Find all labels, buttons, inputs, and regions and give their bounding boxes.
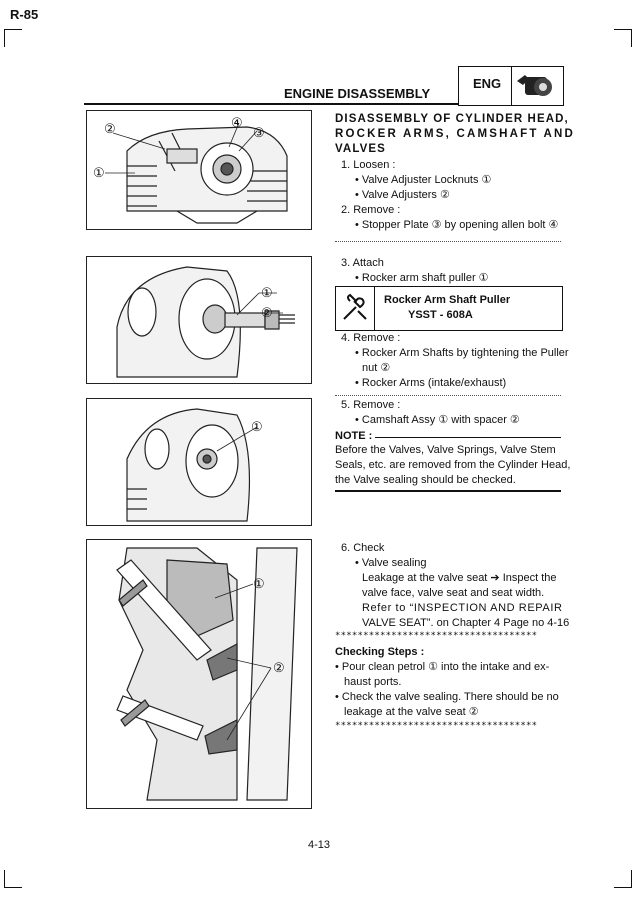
note-label: NOTE :	[335, 430, 373, 442]
note-line-2: Seals, etc. are removed from the Cylinder Head,	[335, 459, 571, 471]
step-4: 4. Remove :	[341, 332, 401, 344]
step-4b: • Rocker Arms (intake/exhaust)	[355, 377, 507, 389]
step-6b-line-3: Refer to “INSPECTION AND REPAIR	[362, 602, 563, 614]
section-tag: ENG	[473, 76, 502, 91]
crop-mark-tr-v	[631, 29, 632, 47]
header-title: ENGINE DISASSEMBLY	[284, 86, 431, 101]
fig3-label-1: ①	[251, 419, 263, 434]
crop-mark-br-h	[614, 887, 632, 888]
fig4-label-1: ①	[253, 576, 265, 591]
checking-step-2b: leakage at the valve seat ②	[344, 706, 479, 718]
divider-1	[335, 241, 561, 242]
step-6b-line-4: VALVE SEAT”. on Chapter 4 Page no 4-16	[362, 617, 570, 629]
step-6b-line-2: valve face, valve seat and seat width.	[362, 587, 545, 599]
crop-mark-tl-h	[4, 29, 22, 30]
figure-rocker-puller	[86, 256, 312, 384]
note-line-1: Before the Valves, Valve Springs, Valve Stem	[335, 444, 556, 456]
figure-cylinder-head	[86, 110, 312, 230]
checking-step-2a: • Check the valve sealing. There should be no	[335, 691, 559, 703]
page-code: R-85	[10, 7, 39, 22]
fig2-label-1: ①	[261, 285, 273, 300]
step-6a: • Valve sealing	[355, 557, 427, 569]
checking-step-1b: haust ports.	[344, 676, 402, 688]
step-6: 6. Check	[341, 542, 385, 554]
crop-mark-br-v	[631, 870, 632, 888]
special-tool-icon	[340, 293, 370, 323]
step-1: 1. Loosen :	[341, 159, 396, 171]
step-2a: • Stopper Plate ③ by opening allen bolt ④	[355, 219, 559, 231]
step-1a: • Valve Adjuster Locknuts ①	[355, 174, 492, 186]
section-heading-line-3: VALVES	[335, 143, 386, 155]
special-tool-box	[335, 286, 563, 331]
step-2: 2. Remove :	[341, 204, 401, 216]
section-tag-box	[458, 66, 564, 106]
crop-mark-bl-h	[4, 887, 22, 888]
step-5: 5. Remove :	[341, 399, 401, 411]
tag-divider	[511, 67, 512, 105]
crop-mark-tr-h	[614, 29, 632, 30]
step-3a: • Rocker arm shaft puller ①	[355, 272, 489, 284]
step-6b-line-1: Leakage at the valve seat ➔ Inspect the	[362, 572, 557, 584]
section-heading-line-2: ROCKER ARMS, CAMSHAFT AND	[335, 128, 576, 140]
step-3: 3. Attach	[341, 257, 384, 269]
step-1b: • Valve Adjusters ②	[355, 189, 450, 201]
section-heading-line-1: DISASSEMBLY OF CYLINDER HEAD,	[335, 113, 569, 125]
stars-rule-bottom: ************************************	[335, 721, 538, 731]
step-4a: • Rocker Arm Shafts by tightening the Puller	[355, 347, 569, 359]
step-4a-cont: nut ②	[362, 362, 391, 374]
fig1-label-4: ④	[231, 115, 243, 130]
fig4-label-2: ②	[273, 660, 285, 675]
stars-rule-top: ************************************	[335, 631, 538, 641]
crop-mark-tl-v	[4, 29, 5, 47]
checking-steps-label: Checking Steps :	[335, 646, 425, 658]
figure-camshaft	[86, 398, 312, 526]
fig2-label-2: ②	[261, 305, 273, 320]
figure-valve-sealing	[86, 539, 312, 809]
note-end-rule	[335, 490, 561, 492]
crop-mark-bl-v	[4, 870, 5, 888]
tool-divider	[374, 287, 375, 330]
divider-2	[335, 395, 561, 396]
checking-step-1a: • Pour clean petrol ① into the intake and ex-	[335, 661, 550, 673]
page-number: 4-13	[308, 839, 331, 851]
fig1-label-3: ③	[253, 125, 265, 140]
tool-code: YSST - 608A	[408, 309, 473, 321]
note-line-3: the Valve sealing should be checked.	[335, 474, 516, 486]
tool-name: Rocker Arm Shaft Puller	[384, 294, 511, 306]
note-rule	[375, 437, 561, 438]
engine-wrench-icon	[515, 71, 559, 101]
step-5a: • Camshaft Assy ① with spacer ②	[355, 414, 520, 426]
fig1-label-2: ②	[104, 121, 116, 136]
fig1-label-1: ①	[93, 165, 105, 180]
